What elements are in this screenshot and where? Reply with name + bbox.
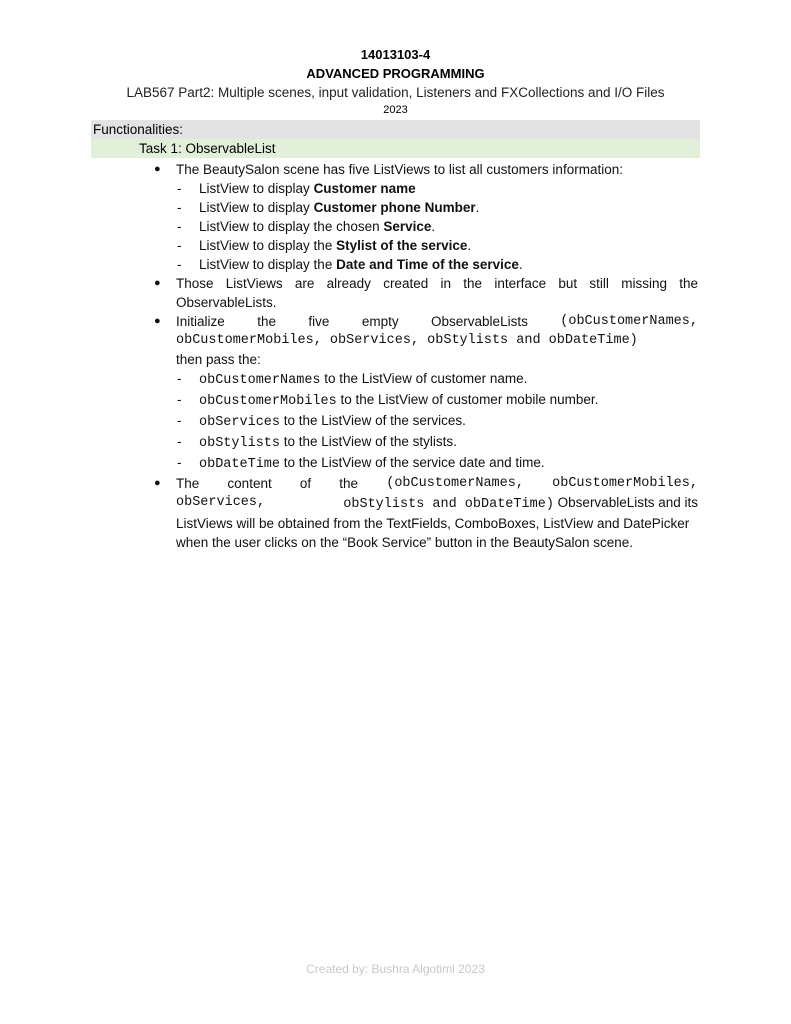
lab-title: LAB567 Part2: Multiple scenes, input validation, Listeners and FXCollections and I/O Files <box>126 85 665 100</box>
code-text: obServices, <box>176 495 266 510</box>
bullet-icon: ● <box>154 477 161 489</box>
bullet-text: then pass the: <box>176 352 261 367</box>
document-code: 14013103-4 <box>360 47 431 62</box>
sub-item <box>150 432 698 453</box>
task-heading: Task 1: ObservableList <box>91 139 700 158</box>
sub-item-bold: Service <box>383 219 432 234</box>
word: content <box>227 476 272 491</box>
bullet-line <box>176 474 698 493</box>
code-text: (obCustomerNames, <box>386 476 524 491</box>
code-text: obCustomerMobiles <box>199 394 337 409</box>
bullet-icon: ● <box>154 163 161 175</box>
sub-item-text: ListView to display the <box>199 238 337 253</box>
word: the <box>339 476 359 491</box>
code-text: obCustomerMobiles, <box>552 476 698 491</box>
sub-item <box>150 179 698 198</box>
bullet-item <box>150 160 698 179</box>
sub-item-suffix: . <box>518 257 523 272</box>
sub-item <box>150 411 698 432</box>
sub-item <box>150 453 698 474</box>
word: Initialize <box>176 314 225 329</box>
task-content <box>150 160 698 552</box>
sub-item <box>150 369 698 390</box>
dash-icon: - <box>177 455 182 470</box>
dash-icon: - <box>177 181 182 196</box>
bullet-item <box>150 312 698 369</box>
dash-icon: - <box>177 371 182 386</box>
dash-icon: - <box>177 257 182 272</box>
sub-item-text: to the ListView of the services. <box>280 413 466 428</box>
sub-item <box>150 217 698 236</box>
bullet-icon: ● <box>154 315 161 327</box>
code-text: (obCustomerNames, <box>560 314 698 329</box>
word: the <box>257 314 276 329</box>
year: 2023 <box>383 104 408 116</box>
sub-item-bold: Stylist of the service <box>336 238 468 253</box>
sub-item-text: ListView to display <box>199 181 314 196</box>
sub-item-suffix: . <box>475 200 480 215</box>
dash-icon: - <box>177 392 182 407</box>
bullet-item <box>150 474 698 552</box>
word: five <box>308 314 330 329</box>
code-text: obStylists and obDateTime) <box>343 497 554 512</box>
sub-item-text: to the ListView of the stylists. <box>280 434 457 449</box>
code-line: obCustomerMobiles, obServices, obStylists and obDateTime) <box>176 333 638 348</box>
bullet-line <box>176 312 698 331</box>
word: empty <box>361 314 399 329</box>
footer-credit: Created by: Bushra Algotiml 2023 <box>306 962 485 976</box>
course-title: ADVANCED PROGRAMMING <box>306 66 485 81</box>
bullet-text: when the user clicks on the “Book Service” button in the BeautySalon scene. <box>176 535 634 550</box>
word: of <box>299 476 312 491</box>
bullet-text: Those ListViews are already created in the interface but still missing the ObservableLists. <box>176 276 698 310</box>
sub-item-text: ListView to display the <box>199 257 337 272</box>
code-text: obDateTime <box>199 457 281 472</box>
sub-item <box>150 390 698 411</box>
code-text: obStylists <box>199 436 281 451</box>
dash-icon: - <box>177 434 182 449</box>
bullet-item <box>150 274 698 312</box>
dash-icon: - <box>177 413 182 428</box>
sub-item-suffix: . <box>467 238 472 253</box>
code-text: obCustomerNames <box>199 373 321 388</box>
sub-item <box>150 255 698 274</box>
word: The <box>176 476 200 491</box>
sub-item-bold: Customer name <box>313 181 416 196</box>
sub-item-text: to the ListView of the service date and time. <box>280 455 545 470</box>
sub-item-text: to the ListView of customer mobile number. <box>336 392 599 407</box>
sub-item-suffix: . <box>431 219 436 234</box>
sub-item-text: to the ListView of customer name. <box>320 371 528 386</box>
word: ObservableLists <box>431 314 528 329</box>
sub-item-text: ListView to display <box>199 200 314 215</box>
functionalities-heading: Functionalities: <box>91 120 700 139</box>
sub-item-bold: Customer phone Number <box>313 200 476 215</box>
sub-item-text: ListView to display the chosen <box>199 219 384 234</box>
bullet-text: The BeautySalon scene has five ListViews to list all customers information: <box>176 162 623 177</box>
sub-item <box>150 198 698 217</box>
code-text: obServices <box>199 415 281 430</box>
dash-icon: - <box>177 238 182 253</box>
sub-item <box>150 236 698 255</box>
bullet-text: ListViews will be obtained from the TextFields, ComboBoxes, ListView and DatePicker <box>176 516 690 531</box>
dash-icon: - <box>177 200 182 215</box>
bullet-line <box>176 493 698 514</box>
bullet-icon: ● <box>154 277 161 289</box>
bullet-text: ObservableLists and its <box>553 495 698 510</box>
sub-item-bold: Date and Time of the service <box>336 257 519 272</box>
dash-icon: - <box>177 219 182 234</box>
